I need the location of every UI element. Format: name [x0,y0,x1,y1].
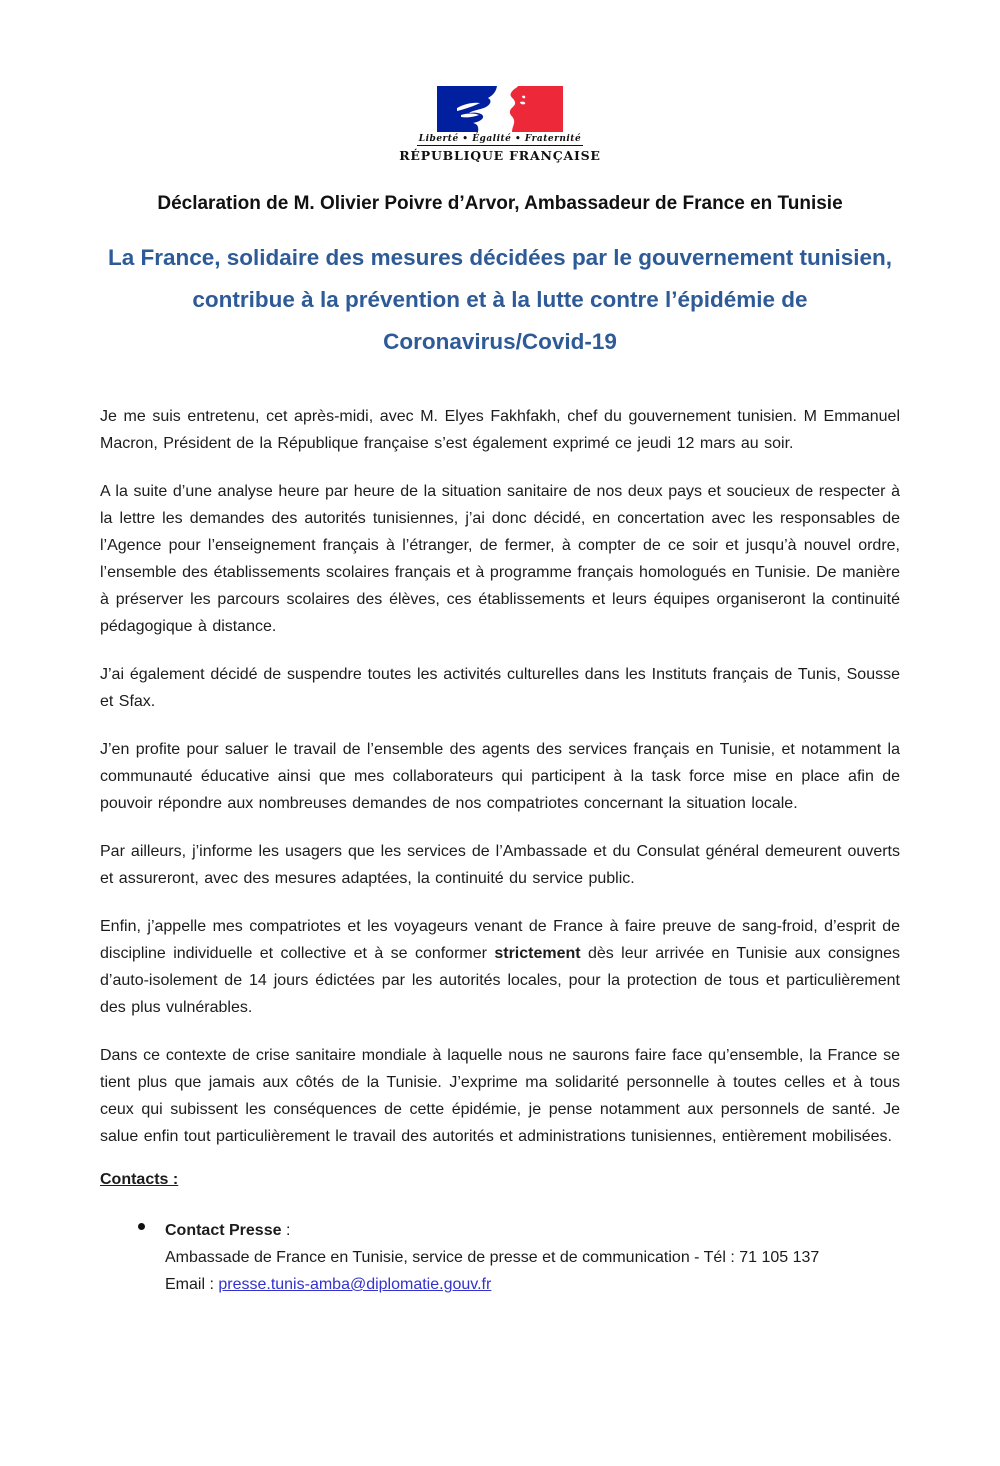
paragraph-3: J’ai également décidé de suspendre toutes les activités culturelles dans les Instituts français de Tunis, Sousse et Sfax. [100,666,900,710]
contact-press-address: Ambassade de France en Tunisie, service de presse et de communication - Tél : 71 105 137 [165,1249,820,1266]
paragraph-7: Dans ce contexte de crise sanitaire mondiale à laquelle nous ne saurons faire face qu’ensemble, la France se tient plus que jamais aux côtés de la Tunisie. J’exprime ma solidarité personnelle à toutes celles et à tous ceux qui subissent les conséquences de cette épidémie, je pense notamment aux personnels de santé. Je salue enfin tout particulièrement le travail des autorités et administrations tunisiennes, entièrement mobilisées. [100,1047,900,1145]
paragraph-1: Je me suis entretenu, cet après-midi, avec M. Elyes Fakhfakh, chef du gouvernement tunisien. M Emmanuel Macron, Président de la République française s’est également exprimé ce jeudi 12 mars au soir. [100,408,900,452]
document-title: Déclaration de M. Olivier Poivre d’Arvor, Ambassadeur de France en Tunisie [157,193,843,214]
french-republic-logo [0,0,1000,163]
contacts-heading: Contacts : [100,1171,179,1188]
paragraph-6-text-end: dès leur arrivée en Tunisie aux consignes d’auto-isolement de 14 jours édictées par les autorités locales, pour la protection de tous et particulièrement des plus vulnérables. [100,945,900,1016]
contact-press-label-line [165,1217,1000,1244]
contact-press-item [0,1217,1000,1298]
paragraph-6-text-start: Enfin, j’appelle mes compatriotes et les voyageurs venant de France à faire preuve de sang-froid, d’esprit de discipline individuelle et collective et à se conformer [100,918,900,962]
paragraph-5: Par ailleurs, j’informe les usagers que les services de l’Ambassade et du Consulat général demeurent ouverts et assureront, avec des mesures adaptées, la continuité du service public. [100,843,900,887]
document-subtitle: La France, solidaire des mesures décidées par le gouvernement tunisien, contribue à la prévention et à la lutte contre l’épidémie de Coronavirus/Covid-19 [107,245,893,354]
logo-country-name: RÉPUBLIQUE FRANÇAISE [399,148,601,163]
paragraph-2: A la suite d’une analyse heure par heure de la situation sanitaire de nos deux pays et soucieux de respecter à la lettre les demandes des autorités tunisiennes, j’ai donc décidé, en concertation avec les responsables de l’Agence pour l’enseignement français à l’étranger, de fermer, à compter de ce soir et jusqu’à nouvel ordre, l’ensemble des établissements scolaires français et à programme français homologués en Tunisie. De manière à préserver les parcours scolaires des élèves, ces établissements et leurs équipes organiseront la continuité pédagogique à distance. [100,483,900,635]
contact-email-line [165,1271,1000,1298]
paragraph-6 [100,913,900,1021]
contact-press-colon: : [281,1222,291,1239]
contact-email-label: Email : [165,1276,219,1293]
paragraph-6-emphasis: strictement [494,945,581,962]
contact-press-label: Contact Presse [165,1222,282,1239]
logo-motto: Liberté • Égalité • Fraternité [418,134,582,144]
paragraph-4: J’en profite pour saluer le travail de l’ensemble des agents des services français en Tunisie, et notamment la communauté éducative ainsi que mes collaborateurs qui participent à la task force mise en place afin de pouvoir répondre aux nombreuses demandes de nos compatriotes concernant la situation locale. [100,741,900,812]
marianne-flag-icon [437,86,563,132]
bullet-icon [138,1223,145,1230]
document-body [0,403,1000,1150]
press-email-link[interactable]: presse.tunis-amba@diplomatie.gouv.fr [218,1276,492,1293]
